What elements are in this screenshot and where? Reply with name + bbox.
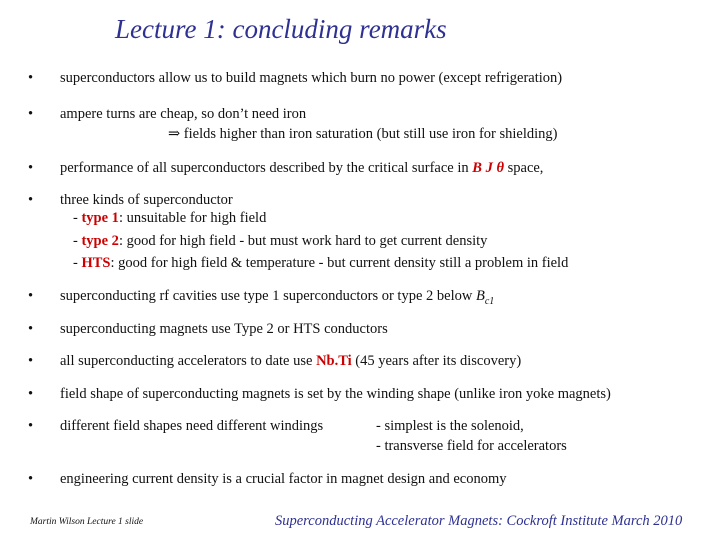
kind-name: type 1 bbox=[81, 210, 119, 226]
list-item bbox=[28, 287, 494, 311]
item-text: three kinds of superconductor bbox=[60, 192, 233, 208]
item-text: different field shapes need different windings bbox=[60, 418, 324, 434]
bullet-icon: • bbox=[28, 160, 34, 176]
bullet-icon: • bbox=[28, 70, 34, 86]
kind-type2: - type 2: good for high field - but must work hard to get current density bbox=[73, 233, 488, 249]
footer-course: Superconducting Accelerator Magnets: Cockroft Institute March 2010 bbox=[275, 513, 683, 529]
list-item bbox=[28, 159, 543, 177]
list-item bbox=[28, 191, 233, 209]
winding-note: - transverse field for accelerators bbox=[376, 438, 567, 454]
bc1-subscript: c1 bbox=[484, 295, 495, 307]
item-text: ampere turns are cheap, so don’t need iron bbox=[60, 106, 307, 122]
bullet-icon: • bbox=[28, 321, 34, 337]
bullet-icon: • bbox=[28, 386, 34, 402]
list-item bbox=[28, 69, 562, 87]
kind-name: HTS bbox=[81, 255, 111, 271]
bc1-symbol: B bbox=[475, 288, 485, 304]
bullet-icon: • bbox=[28, 418, 34, 434]
item-text: superconducting magnets use Type 2 or HTS conductors bbox=[60, 321, 388, 337]
nbti-highlight: Nb.Ti bbox=[316, 353, 352, 369]
list-item bbox=[28, 385, 611, 403]
list-item bbox=[28, 417, 323, 435]
footer-author: Martin Wilson Lecture 1 slide bbox=[30, 517, 144, 527]
winding-note: - simplest is the solenoid, bbox=[376, 418, 524, 434]
item-text: performance of all superconductors described by the critical surface in bbox=[60, 160, 473, 176]
bullet-icon: • bbox=[28, 192, 34, 208]
bjtheta-symbol: B J θ bbox=[472, 160, 504, 176]
bullet-icon: • bbox=[28, 353, 34, 369]
list-item bbox=[28, 470, 507, 488]
item-text: engineering current density is a crucial factor in magnet design and economy bbox=[60, 471, 507, 487]
item-text: all superconducting accelerators to date use bbox=[60, 353, 317, 369]
item-subline: ⇒ fields higher than iron saturation (but still use iron for shielding) bbox=[168, 126, 558, 142]
kind-type1: - type 1: unsuitable for high field bbox=[73, 210, 267, 226]
slide-title: Lecture 1: concluding remarks bbox=[115, 14, 447, 44]
kind-name: type 2 bbox=[81, 233, 119, 249]
item-tail: (45 years after its discovery) bbox=[351, 353, 522, 369]
kind-hts: - HTS: good for high field & temperature - but current density still a problem in field bbox=[73, 255, 569, 271]
bullet-icon: • bbox=[28, 106, 34, 122]
item-text: field shape of superconducting magnets is set by the winding shape (unlike iron yoke magnets) bbox=[60, 386, 611, 402]
item-text: superconducting rf cavities use type 1 superconductors or type 2 below bbox=[60, 288, 476, 304]
item-text: superconductors allow us to build magnets which burn no power (except refrigeration) bbox=[60, 70, 563, 86]
list-item bbox=[28, 320, 388, 338]
bullet-icon: • bbox=[28, 288, 34, 304]
item-tail: space, bbox=[503, 160, 544, 176]
list-item bbox=[28, 105, 306, 123]
bullet-icon: • bbox=[28, 471, 34, 487]
list-item bbox=[28, 352, 521, 370]
